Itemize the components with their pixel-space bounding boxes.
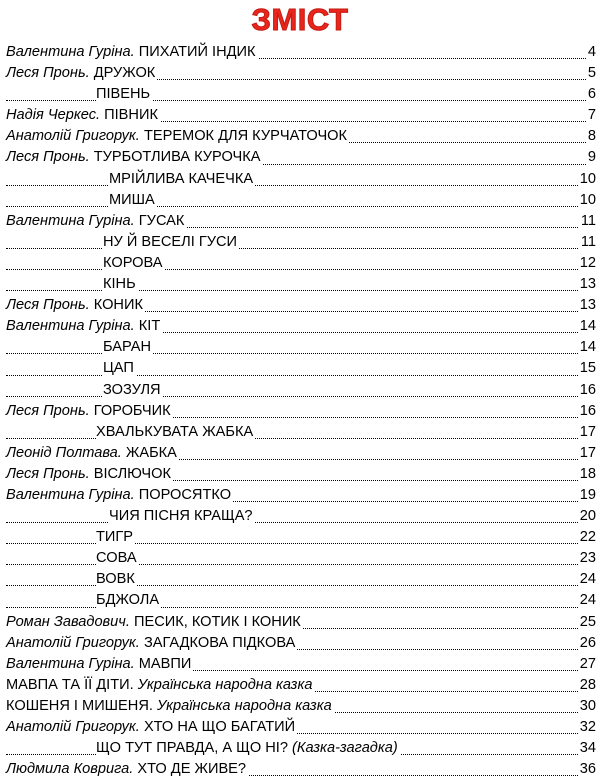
- toc-page-number: 12: [578, 253, 596, 274]
- toc-author: Леся Пронь.: [6, 65, 90, 82]
- toc-title: ХТО ДЕ ЖИВЕ?: [137, 761, 247, 778]
- toc-entry: [6, 169, 596, 190]
- toc-title: ГОРОБЧИК: [93, 402, 171, 419]
- toc-author: Роман Завадович.: [6, 613, 130, 630]
- toc-page-number: 23: [578, 548, 596, 569]
- toc-title: МРІЙЛИВА КАЧЕЧКА: [109, 170, 254, 187]
- toc-title: ДРУЖОК: [93, 65, 156, 82]
- toc-page-number: 17: [578, 443, 596, 464]
- toc-page-number: 24: [578, 569, 596, 590]
- toc-page-number: 32: [578, 717, 596, 738]
- toc-page-number: 11: [579, 232, 596, 253]
- toc-page-number: 13: [578, 274, 596, 295]
- toc-author: Леся Пронь.: [6, 465, 90, 482]
- toc-title: БДЖОЛА: [96, 592, 160, 609]
- toc-title: ЗОЗУЛЯ: [103, 381, 161, 398]
- toc-entry: [6, 527, 596, 548]
- toc-title: МИША: [109, 191, 155, 208]
- toc-entry: [6, 253, 596, 274]
- toc-title: ХТО НА ЩО БАГАТИЙ: [143, 719, 296, 735]
- toc-entry: [6, 380, 596, 401]
- toc-title: ВІСЛЮЧОК: [93, 465, 171, 482]
- toc-title: КІТ: [138, 318, 161, 335]
- toc-title: ГУСАК: [138, 212, 185, 229]
- toc-page-number: 30: [578, 696, 596, 717]
- toc-title: НУ Й ВЕСЕЛІ ГУСИ: [103, 233, 238, 250]
- toc-author: Леся Пронь.: [6, 402, 90, 419]
- toc-author: Анатолій Григорук.: [6, 634, 140, 651]
- toc-page-number: 9: [586, 147, 596, 168]
- toc-entry: [6, 274, 596, 295]
- toc-title: КІНЬ: [103, 276, 136, 293]
- toc-entry: [6, 633, 596, 654]
- toc-title: ТЕРЕМОК ДЛЯ КУРЧАТОЧОК: [143, 128, 348, 145]
- toc-page-number: 10: [578, 169, 596, 190]
- toc-page-number: 20: [578, 506, 596, 527]
- toc-title: КОШЕНЯ І МИШЕНЯ.: [6, 697, 153, 714]
- toc-title: ПИХАТИЙ ІНДИК: [138, 44, 256, 60]
- toc-author: Валентина Гуріна.: [6, 212, 135, 229]
- toc-entry: [6, 105, 596, 126]
- toc-page-number: 26: [578, 633, 596, 654]
- toc-author: Людмила Коврига.: [6, 761, 134, 778]
- toc-author: Анатолій Григорук.: [6, 128, 140, 145]
- toc-title: ТИГР: [96, 529, 134, 546]
- toc-page-number: 14: [578, 316, 596, 337]
- toc-entry: [6, 190, 596, 211]
- toc-entry: [6, 42, 596, 63]
- toc-title: КОРОВА: [103, 254, 163, 271]
- toc-entry: [6, 443, 596, 464]
- toc-entry: [6, 401, 596, 422]
- toc-subtitle: Українська народна казка: [137, 676, 313, 693]
- toc-entry: [6, 717, 596, 738]
- toc-title: ЗАГАДКОВА ПІДКОВА: [143, 634, 296, 651]
- toc-page-number: 13: [578, 295, 596, 316]
- toc-subtitle: Українська народна казка: [157, 697, 332, 714]
- toc-entry: [6, 126, 596, 147]
- toc-page-number: 14: [578, 337, 596, 358]
- toc-title: ПЕСИК, КОТИК І КОНИК: [133, 613, 301, 630]
- toc-entry: [6, 232, 596, 253]
- toc-title: ЧИЯ ПІСНЯ КРАЩА?: [109, 508, 253, 525]
- toc-author: Леся Пронь.: [6, 149, 90, 166]
- toc-title: ТУРБОТЛИВА КУРОЧКА: [93, 149, 261, 166]
- toc-entry: [6, 759, 596, 780]
- toc-page-number: 22: [578, 527, 596, 548]
- toc-page-number: 27: [578, 654, 596, 675]
- toc-entry: [6, 654, 596, 675]
- toc-page-number: 8: [586, 126, 596, 147]
- toc-entry: [6, 696, 596, 717]
- toc-entry: [6, 738, 596, 759]
- toc-title: ПІВНИК: [104, 107, 158, 124]
- toc-page-number: 34: [578, 738, 596, 759]
- toc-entry: [6, 422, 596, 443]
- toc-title: ХВАЛЬКУВАТА ЖАБКА: [96, 423, 254, 440]
- toc-entry: [6, 569, 596, 590]
- toc-entry: [6, 316, 596, 337]
- toc-author: Валентина Гуріна.: [6, 486, 135, 503]
- toc-entry: [6, 485, 596, 506]
- toc-entry: [6, 464, 596, 485]
- toc-page-number: 4: [586, 42, 596, 63]
- toc-title: ПІВЕНЬ: [96, 86, 151, 103]
- toc-page-number: 15: [578, 358, 596, 379]
- toc-title: ЩО ТУТ ПРАВДА, А ЩО НІ?: [96, 740, 288, 757]
- toc-page-number: 5: [586, 63, 596, 84]
- toc-author: Леонід Полтава.: [6, 444, 122, 461]
- toc-entry: [6, 612, 596, 633]
- toc-title: МАВПИ: [138, 655, 192, 672]
- toc-title: МАВПА ТА ЇЇ ДІТИ.: [6, 676, 134, 693]
- toc-page-number: 11: [579, 211, 596, 232]
- toc-title: СОВА: [96, 550, 137, 567]
- toc-entry: [6, 358, 596, 379]
- toc-page-number: 36: [578, 759, 596, 780]
- toc-author: Надія Черкес.: [6, 107, 101, 124]
- toc-page-number: 24: [578, 590, 596, 611]
- toc-title: ПОРОСЯТКО: [138, 486, 232, 503]
- toc-author: Валентина Гуріна.: [6, 318, 135, 335]
- toc-page-number: 19: [578, 485, 596, 506]
- toc-author: Анатолій Григорук.: [6, 719, 140, 735]
- table-of-contents: [6, 42, 596, 780]
- toc-title: ВОВК: [96, 571, 135, 588]
- toc-entry: [6, 211, 596, 232]
- toc-title: ЖАБКА: [125, 444, 177, 461]
- toc-author: Валентина Гуріна.: [6, 655, 135, 672]
- toc-page-number: 17: [578, 422, 596, 443]
- toc-entry: [6, 147, 596, 168]
- toc-entry: [6, 63, 596, 84]
- toc-author: Леся Пронь.: [6, 297, 90, 314]
- toc-entry: [6, 295, 596, 316]
- toc-title: БАРАН: [103, 339, 152, 356]
- toc-page-number: 28: [578, 675, 596, 696]
- toc-entry: [6, 84, 596, 105]
- toc-page-number: 10: [578, 190, 596, 211]
- toc-page-number: 16: [578, 401, 596, 422]
- toc-entry: [6, 548, 596, 569]
- toc-page-number: 16: [578, 380, 596, 401]
- toc-page-number: 25: [578, 612, 596, 633]
- toc-page-number: 18: [578, 464, 596, 485]
- page-title: ЗМІСТ: [251, 2, 349, 37]
- toc-entry: [6, 337, 596, 358]
- toc-subtitle: (Казка-загадка): [292, 740, 398, 757]
- toc-title: КОНИК: [93, 297, 143, 314]
- toc-entry: [6, 590, 596, 611]
- toc-page-number: 7: [586, 105, 596, 126]
- toc-author: Валентина Гуріна.: [6, 44, 135, 60]
- toc-entry: [6, 675, 596, 696]
- toc-title: ЦАП: [103, 360, 134, 377]
- toc-page-number: 6: [586, 84, 596, 105]
- toc-entry: [6, 506, 596, 527]
